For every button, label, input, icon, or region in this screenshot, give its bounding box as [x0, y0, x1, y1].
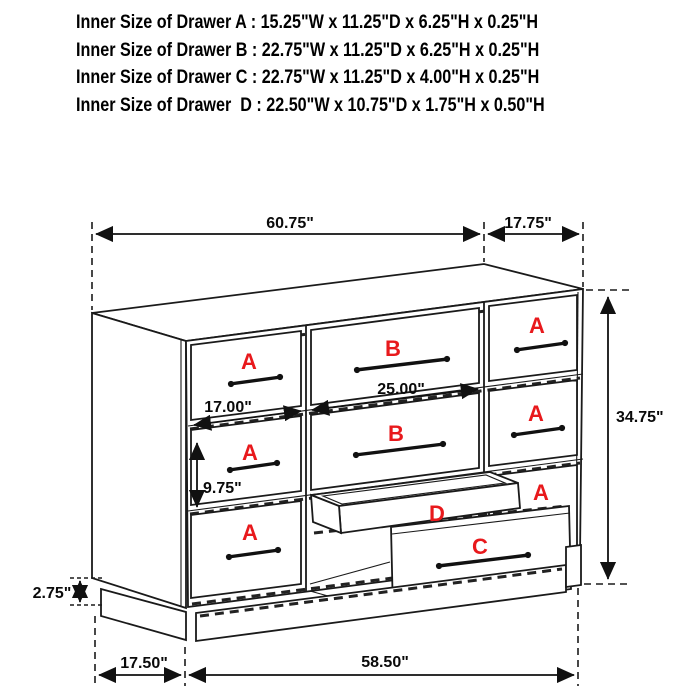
dim-base-height [33, 578, 102, 605]
overall-width-value: 60.75" [266, 215, 314, 232]
bottom-width-value: 58.50" [361, 654, 409, 671]
drawer-label-a2-left: A [242, 440, 258, 465]
dim-overall-height [584, 290, 664, 584]
drawer-label-a1-right: A [529, 313, 545, 338]
overall-height-value: 34.75" [616, 409, 664, 426]
drawer-label-d: D [429, 501, 445, 526]
drawer-size-line-a: Inner Size of Drawer A : 15.25"W x 11.25"D x 6.25"H x 0.25"H [76, 12, 539, 33]
base-height-value: 2.75" [32, 585, 72, 602]
drawer-label-a1-left: A [241, 349, 257, 374]
drawer-label-c: C [472, 534, 488, 559]
drawer-a-width-value: 17.00" [204, 399, 252, 416]
bottom-depth-value: 17.50" [120, 655, 168, 672]
drawer-size-line-d: Inner Size of Drawer D : 22.50"W x 10.75"D x 1.75"H x 0.50"H [76, 94, 545, 116]
drawer-label-a2-right: A [528, 401, 544, 426]
drawer-a2-right [489, 380, 577, 466]
drawer-size-line-b: Inner Size of Drawer B : 22.75"W x 11.25"D x 6.25"H x 0.25"H [76, 39, 540, 61]
drawer-a1-right [489, 295, 577, 381]
drawer-size-line-c: Inner Size of Drawer C : 22.75"W x 11.25"D x 4.00"H x 0.25"H [76, 67, 540, 88]
drawer-b-width-value: 25.00" [377, 381, 425, 398]
top-depth-value: 17.75" [504, 215, 552, 232]
drawer-a-height-value: 9.75" [203, 480, 242, 497]
drawer-a3-left [191, 501, 301, 598]
drawer-label-b1: B [385, 336, 401, 361]
cabinet-left-side [92, 313, 186, 608]
drawer-label-a3-left: A [242, 520, 258, 545]
drawer-label-b2: B [388, 421, 404, 446]
drawer-label-a3-right: A [533, 480, 549, 505]
base-right-foot [566, 545, 581, 587]
